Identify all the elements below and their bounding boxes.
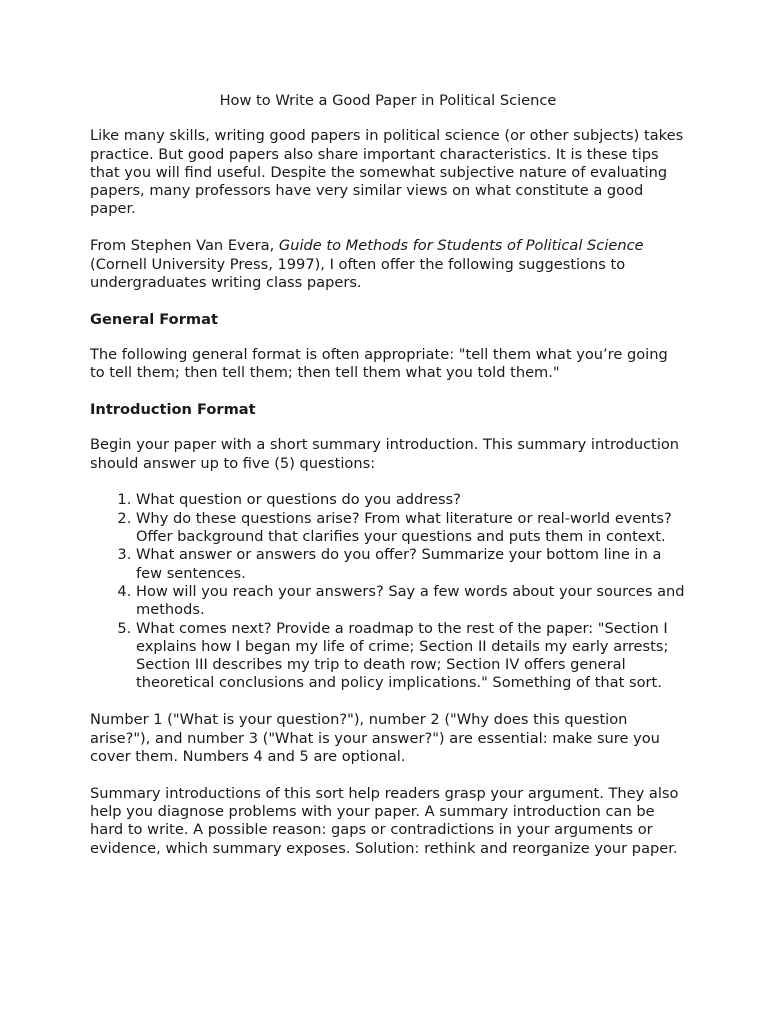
questions-list [90,491,686,692]
source-prefix: From Stephen Van Evera, [90,237,279,255]
source-book-title: Guide to Methods for Students of Political Science [278,237,644,255]
list-item: 5. What comes next? Provide a roadmap to the rest of the paper: "Section I explains how I began my life of crime; Section II details my early arrests; Section III describes my trip to death row; Section IV offers general theoretical conclusions and policy implications." Something of that sort. [136,620,686,693]
general-format-heading: General Format [90,310,218,328]
source-paragraph [90,237,686,292]
list-item: 2. Why do these questions arise? From what literature or real-world events? Offer background that clarifies your questions and puts them in context. [136,510,686,547]
list-item: 1. What question or questions do you address? [136,491,686,509]
document-title: How to Write a Good Paper in Political Science [219,92,557,109]
document-page [90,92,686,876]
introduction-format-text: Begin your paper with a short summary introduction. This summary introduction should answer up to five (5) questions: [90,436,680,472]
summary-paragraph: Summary introductions of this sort help readers grasp your argument. They also help you diagnose problems with your paper. A summary introduction can be hard to write. A possible reason: gaps or contradictions in your arguments or evidence, which summary exposes. Solution: rethink and reorganize your paper. [90,784,679,857]
introduction-format-heading: Introduction Format [90,401,256,419]
list-item: 4. How will you reach your answers? Say a few words about your sources and methods. [136,583,686,620]
source-suffix: (Cornell University Press, 1997), I often offer the following suggestions to undergraduates writing class papers. [90,255,626,291]
list-item: 3. What answer or answers do you offer? Summarize your bottom line in a few sentences. [136,546,686,583]
intro-paragraph: Like many skills, writing good papers in political science (or other subjects) takes practice. But good papers also share important characteristics. It is these tips that you will find useful. Despite the somewhat subjective nature of evaluating papers, many professors have very similar views on what constitute a good paper. [90,127,684,218]
essential-paragraph: Number 1 ("What is your question?"), number 2 ("Why does this question arise?"), and number 3 ("What is your answer?") are essential: make sure you cover them. Numbers 4 and 5 are optional. [90,711,660,765]
general-format-text: The following general format is often appropriate: "tell them what you’re going to tell them; then tell them; then tell them what you told them." [90,345,668,382]
